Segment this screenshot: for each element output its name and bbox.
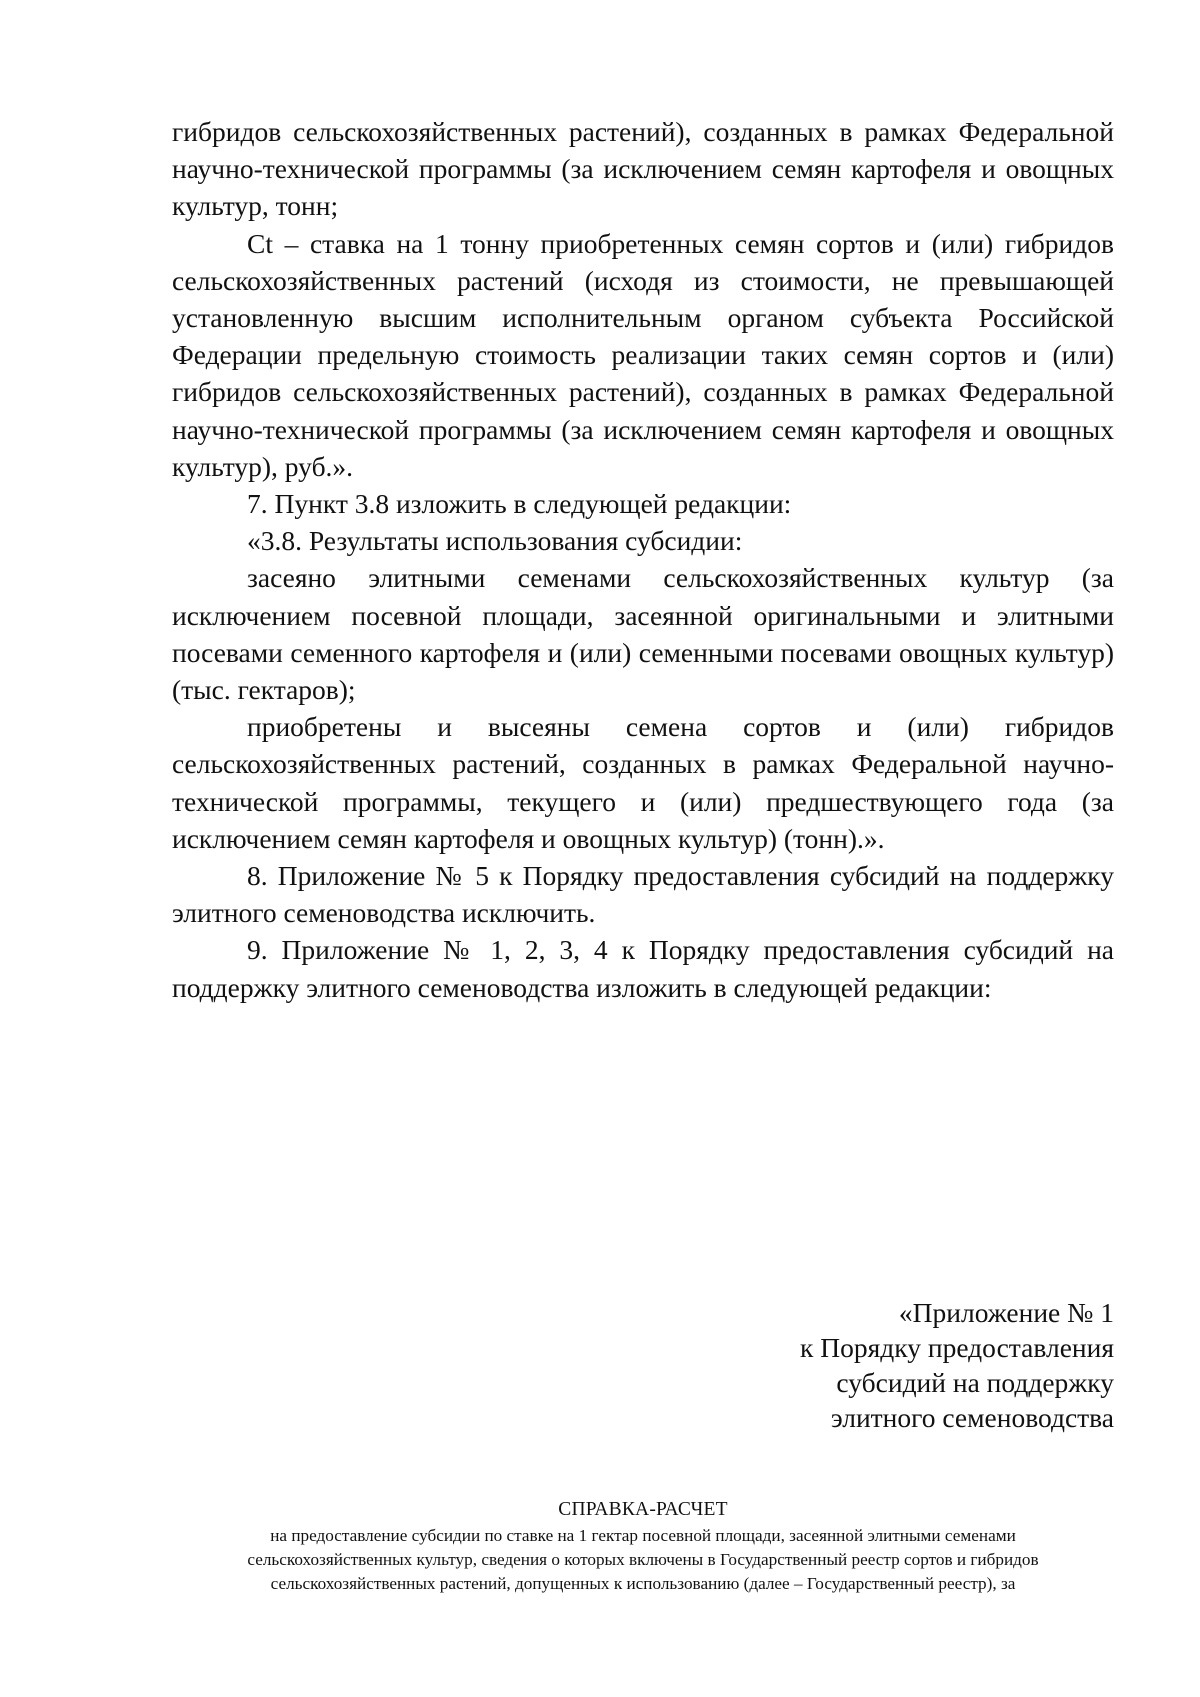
appendix-line: элитного семеноводства [830, 1402, 1114, 1433]
appendix-line: «Приложение № 1 [898, 1297, 1114, 1328]
appendix-line: субсидий на поддержку [836, 1367, 1114, 1398]
appendix-line: к Порядку предоставления [800, 1332, 1114, 1363]
paragraph-result-purchased: приобретены и высеяны семена сортов и (или) гибридов сельскохозяйственных растений, созданных в рамках Федеральной научно-технической программы, текущего и (или) предшествующего года (за исключением семян картофеля и овощных культур) (тонн).». [172, 711, 1114, 854]
body-text [172, 113, 1114, 1006]
paragraph-item-7: 7. Пункт 3.8 изложить в следующей редакции: [247, 488, 792, 520]
paragraph-item-8: 8. Приложение № 5 к Порядку предоставления субсидий на поддержку элитного семеноводства исключить. [172, 860, 1114, 929]
calculation-subtitle-line: на предоставление субсидии по ставке на 1 гектар посевной площади, засеянной элитными семенами [270, 1526, 1016, 1545]
appendix-reference [694, 1295, 1114, 1435]
paragraph-ct-rate: Ct – ставка на 1 тонну приобретенных семян сортов и (или) гибридов сельскохозяйственных растений (исходя из стоимости, не превышающей установленную высшим исполнительным органом субъекта Российской Федерации предельную стоимость реализации таких семян сортов и (или) гибридов сельскохозяйственных растений), созданных в рамках Федеральной научно-технической программы (за исключением семян картофеля и овощных культур), руб.». [172, 227, 1114, 482]
calculation-subtitle-line: сельскохозяйственных культур, сведения о которых включены в Государственный реестр сортов и гибридов [247, 1550, 1039, 1569]
paragraph-result-sown: засеяно элитными семенами сельскохозяйственных культур (за исключением посевной площади, засеянной оригинальными и элитными посевами семенного картофеля и (или) семенными посевами овощных культур) (тыс. гектаров); [172, 562, 1114, 706]
paragraph-item-9: 9. Приложение № 1, 2, 3, 4 к Порядку предоставления субсидий на поддержку элитного семеноводства изложить в следующей редакции: [172, 934, 1114, 1003]
paragraph-continuation: гибридов сельскохозяйственных растений), созданных в рамках Федеральной научно-технической программы (за исключением семян картофеля и овощных культур, тонн; [172, 116, 1114, 222]
calculation-subtitle-line: сельскохозяйственных растений, допущенных к использованию (далее – Государственный реестр), за [270, 1574, 1016, 1593]
paragraph-item-3-8: «3.8. Результаты использования субсидии: [247, 525, 743, 557]
calculation-title: СПРАВКА-РАСЧЕТ [558, 1499, 728, 1520]
calculation-header [160, 1497, 1126, 1596]
